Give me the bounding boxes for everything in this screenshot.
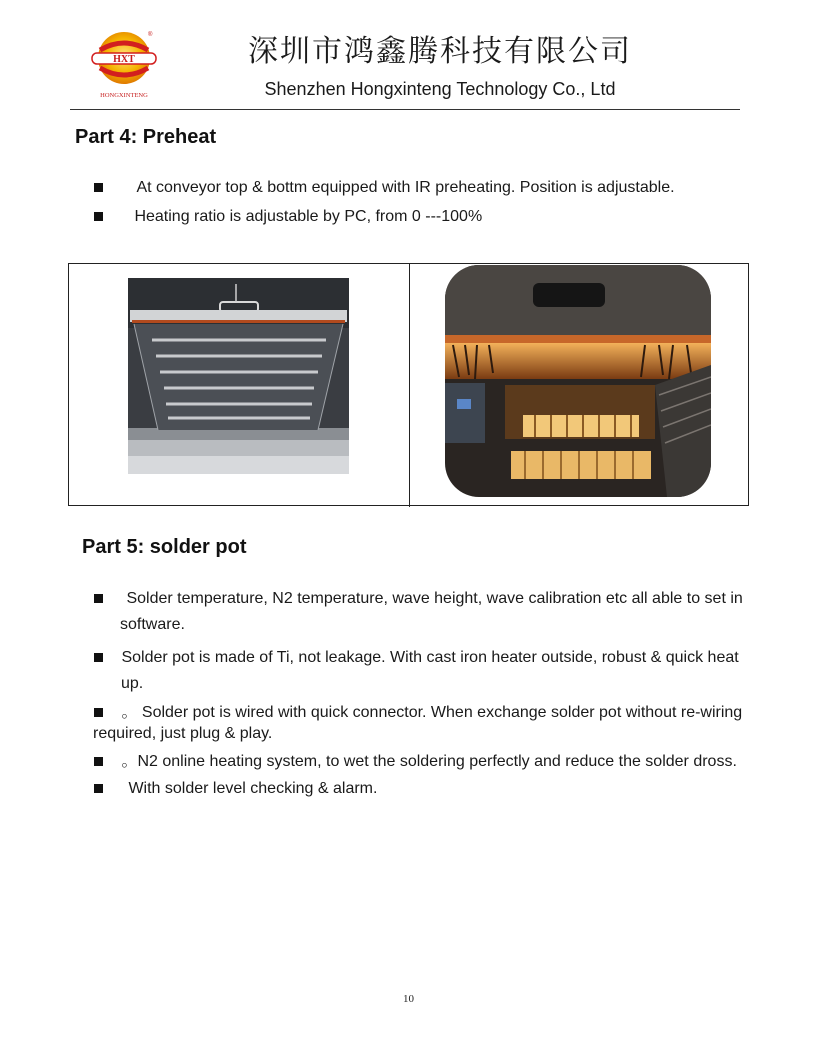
part5-bullet-5	[94, 776, 754, 802]
bullet-text: At conveyor top & bottm equipped with IR preheating. Position is adjustable.	[136, 179, 675, 196]
part5-heading: Part 5: solder pot	[82, 536, 247, 558]
part5-bullet-2-continuation: up.	[121, 675, 144, 692]
bullet-square-icon	[94, 212, 103, 221]
bullet-text: Solder temperature, N2 temperature, wave height, wave calibration etc all able to set in	[126, 590, 743, 607]
part4-heading: Part 4: Preheat	[75, 126, 217, 148]
bullet-square-icon	[94, 594, 103, 603]
image-table-divider	[409, 263, 410, 507]
bullet-square-icon	[94, 784, 103, 793]
bullet-square-icon	[94, 183, 103, 192]
part5-bullet-1-continuation: software.	[120, 616, 185, 633]
preheater-open-photo	[128, 278, 349, 474]
company-name-english: Shenzhen Hongxinteng Technology Co., Ltd	[264, 79, 616, 99]
bullet-text: Heating ratio is adjustable by PC, from 0 ---100%	[134, 208, 483, 225]
part4-bullet-2	[94, 204, 754, 230]
logo-text: HXT	[113, 54, 135, 65]
ir-heater-photo	[445, 265, 711, 497]
bullet-square-icon	[94, 708, 103, 717]
part5-bullet-4	[94, 749, 754, 775]
part5-bullet-3-continuation: required, just plug & play.	[93, 725, 273, 742]
bullet-square-icon	[94, 653, 103, 662]
svg-text:®: ®	[148, 32, 153, 38]
bullet-text: Solder pot is made of Ti, not leakage. With cast iron heater outside, robust & quick heat	[121, 649, 739, 666]
header-divider	[70, 109, 740, 110]
page-number: 10	[403, 993, 414, 1005]
company-name-chinese: 深圳市鸿鑫腾科技有限公司	[248, 34, 632, 69]
logo-subtext: HONGXINTENG	[100, 92, 148, 99]
part4-bullet-1	[94, 175, 754, 201]
bullet-text: 。N2 online heating system, to wet the soldering perfectly and reduce the solder dross.	[121, 753, 737, 770]
company-logo	[86, 26, 164, 102]
part5-bullet-1	[94, 586, 754, 612]
bullet-square-icon	[94, 757, 103, 766]
bullet-text: With solder level checking & alarm.	[128, 780, 378, 797]
part5-bullet-2	[94, 645, 754, 671]
bullet-text: 。 Solder pot is wired with quick connector. When exchange solder pot without re-wiring	[121, 704, 743, 721]
